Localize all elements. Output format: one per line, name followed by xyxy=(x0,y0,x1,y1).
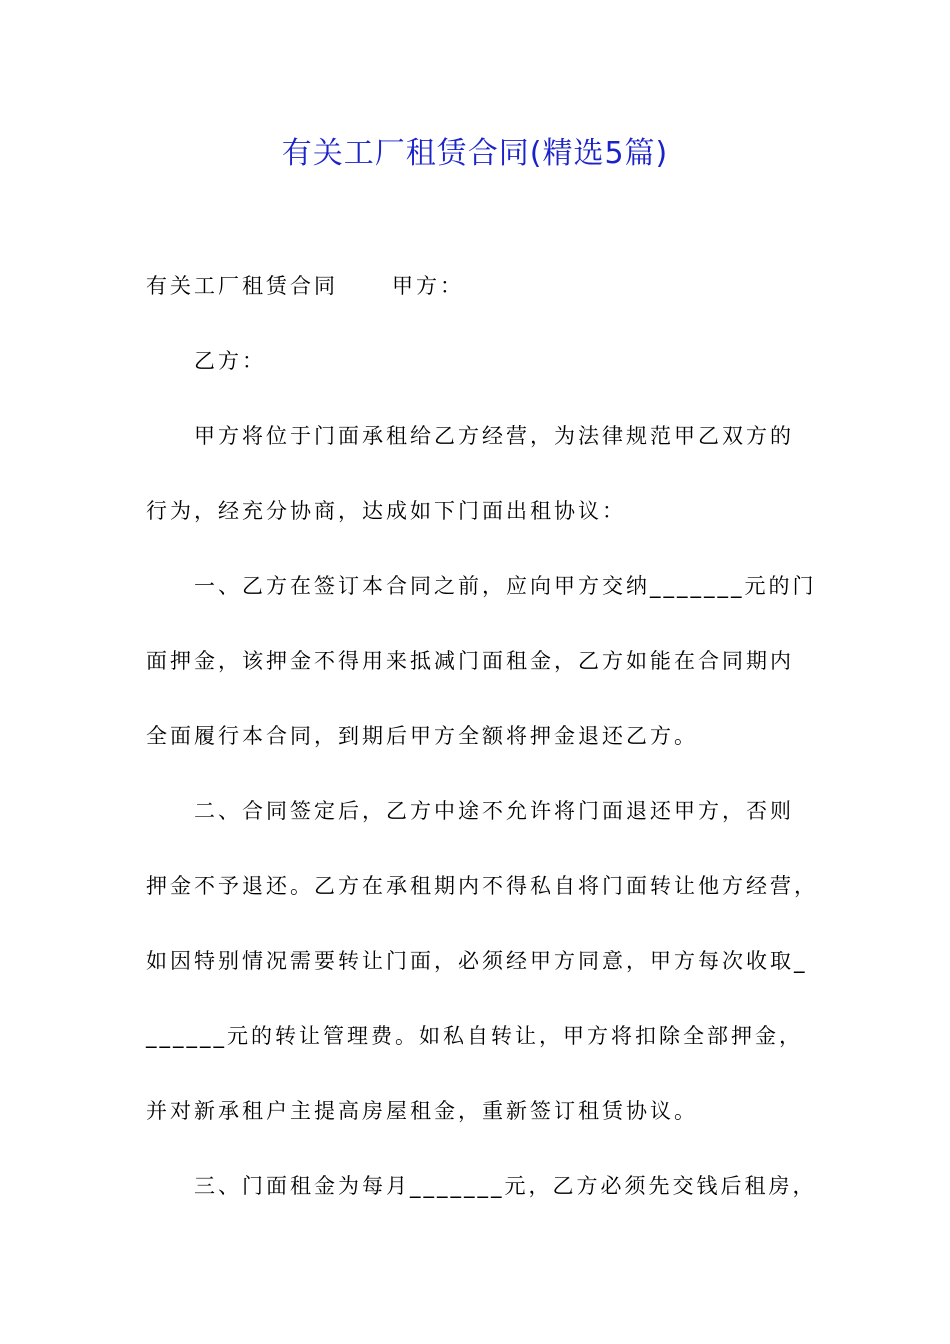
paragraph-line: 行为，经充分协商，达成如下门面出租协议： xyxy=(146,499,626,523)
paragraph-line: 甲方将位于门面承租给乙方经营，为法律规范甲乙双方的 xyxy=(194,424,794,448)
paragraph-line: ______元的转让管理费。如私自转让，甲方将扣除全部押金， xyxy=(146,1024,803,1048)
paragraph-line: 二、合同签定后，乙方中途不允许将门面退还甲方，否则 xyxy=(194,799,794,823)
paragraph-line: 三、门面租金为每月_______元，乙方必须先交钱后租房， xyxy=(194,1174,817,1198)
paragraph-line: 面押金，该押金不得用来抵减门面租金，乙方如能在合同期内 xyxy=(146,649,794,673)
heading-line xyxy=(146,271,464,301)
heading-party-a: 甲方： xyxy=(392,274,464,298)
paragraph-line: 一、乙方在签订本合同之前，应向甲方交纳_______元的门 xyxy=(194,574,817,598)
paragraph-line: 并对新承租户主提高房屋租金，重新签订租赁协议。 xyxy=(146,1099,698,1123)
paragraph-line: 如因特别情况需要转让门面，必须经甲方同意，甲方每次收取_ xyxy=(146,949,808,973)
paragraph-line: 全面履行本合同，到期后甲方全额将押金退还乙方。 xyxy=(146,724,698,748)
heading-left: 有关工厂租赁合同 xyxy=(146,274,338,298)
paragraph-line: 押金不予退还。乙方在承租期内不得私自将门面转让他方经营， xyxy=(146,874,818,898)
document-title: 有关工厂租赁合同(精选5篇) xyxy=(281,136,669,171)
paragraph-line: 乙方： xyxy=(194,349,266,373)
